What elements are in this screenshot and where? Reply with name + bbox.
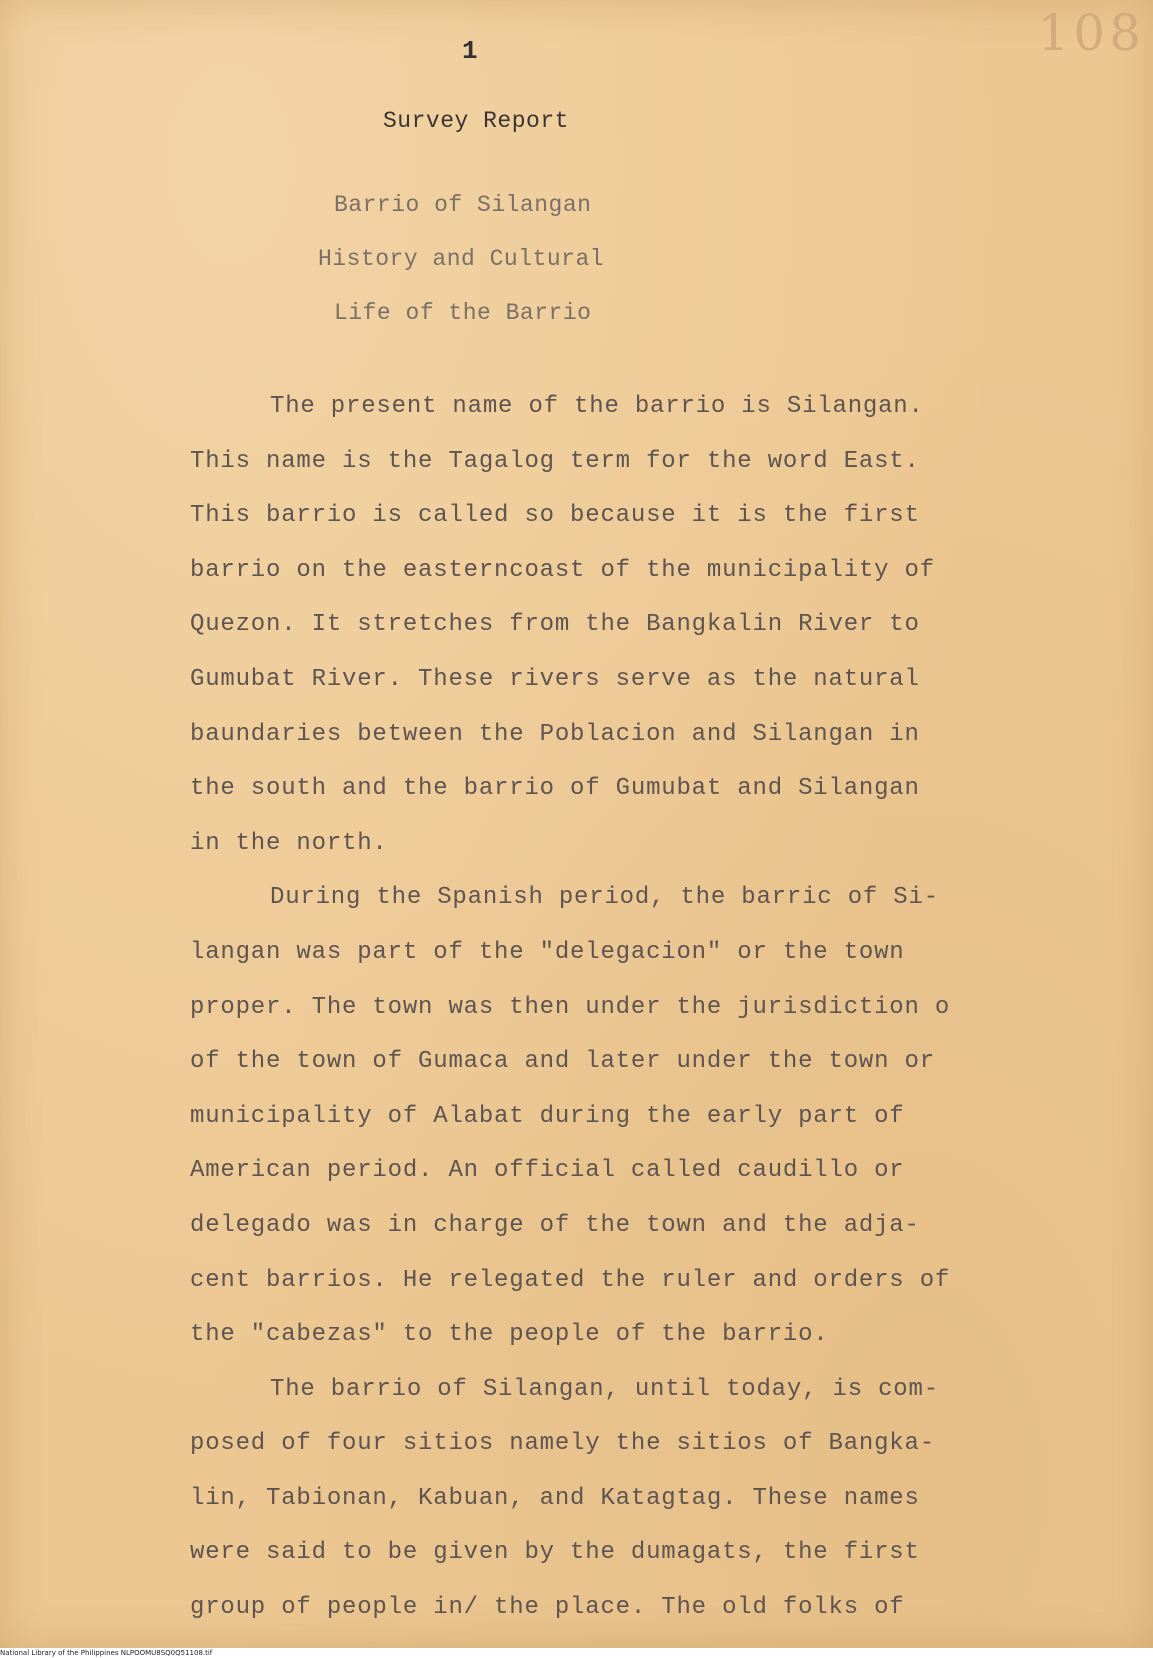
page-number: 1 <box>462 36 478 66</box>
text-line: proper. The town was then under the jurisdiction o <box>190 993 951 1021</box>
text-line: lin, Tabionan, Kabuan, and Katagtag. These names <box>190 1484 920 1512</box>
subtitle-line: Life of the Barrio <box>334 300 592 326</box>
text-line: Gumubat River. These rivers serve as the natural <box>190 665 920 693</box>
text-line: baundaries between the Poblacion and Silangan in <box>190 720 920 748</box>
text-line: This name is the Tagalog term for the word East. <box>190 447 920 475</box>
text-line: in the north. <box>190 829 388 857</box>
subtitle-line: History and Cultural <box>318 246 605 272</box>
text-line: municipality of Alabat during the early part of <box>190 1102 905 1130</box>
text-line: The present name of the barrio is Silangan. <box>270 393 924 420</box>
text-line: of the town of Gumaca and later under the town or <box>190 1048 935 1076</box>
text-line: This barrio is called so because it is the first <box>190 502 920 530</box>
text-line: delegado was in charge of the town and the adja- <box>190 1211 920 1239</box>
body-text <box>190 380 1010 1636</box>
text-line: barrio on the easterncoast of the municipality of <box>190 556 935 584</box>
text-line: group of people in/ the place. The old folks of <box>190 1594 905 1622</box>
text-line: the "cabezas" to the people of the barrio. <box>190 1321 829 1349</box>
text-line: American period. An official called caudillo or <box>190 1157 905 1185</box>
text-line: were said to be given by the dumagats, the first <box>190 1539 920 1567</box>
subtitle-line: Barrio of Silangan <box>334 192 592 218</box>
document-title: Survey Report <box>383 108 569 134</box>
archive-stamp-number: 108 <box>1037 4 1145 62</box>
scan-footer: National Library of the Philippines NLPOOMU8SQ0Q51108.tif <box>0 1649 213 1657</box>
text-line: the south and the barrio of Gumubat and Silangan <box>190 775 920 803</box>
text-line: cent barrios. He relegated the ruler and orders of <box>190 1266 951 1294</box>
text-line: During the Spanish period, the barric of Si- <box>270 884 939 912</box>
text-line: posed of four sitios namely the sitios of Bangka- <box>190 1430 935 1458</box>
text-line: Quezon. It stretches from the Bangkalin River to <box>190 611 920 639</box>
text-line: The barrio of Silangan, until today, is com- <box>270 1375 939 1403</box>
text-line: langan was part of the "delegacion" or the town <box>190 938 905 966</box>
